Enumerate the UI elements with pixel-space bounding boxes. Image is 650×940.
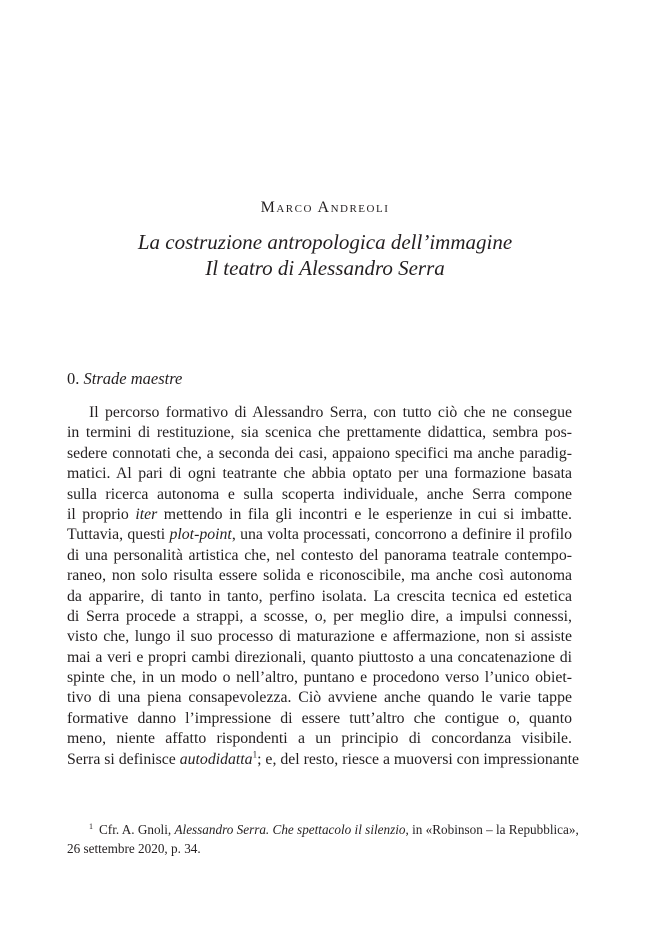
- body-line: matici. Al pari di ogni teatrante che abbia optato per una formazione basata: [67, 465, 572, 483]
- footnote-line: 26 settembre 2020, p. 34.: [67, 841, 201, 856]
- footnote-line: [67, 820, 579, 839]
- body-line: sulla ricerca autonoma e sulla scoperta individuale, anche Serra compone: [67, 485, 572, 503]
- text-run: mettendo in fila gli incontri e le esperienze in cui si imbatte.: [157, 505, 572, 523]
- text-run: , in «Robinson – la Repubblica»,: [405, 822, 579, 837]
- body-line: formative danno l’impressione di essere tutt’altro che contigue o, quanto: [67, 709, 572, 727]
- chapter-title-line: La costruzione antropologica dell’immagine: [137, 230, 513, 254]
- body-line: visto che, lungo il suo processo di maturazione e affermazione, non si assiste: [67, 628, 572, 646]
- body-line: [67, 505, 572, 525]
- body-line: spinte che, in un modo o nell’altro, puntano e procedono verso l’unico obiet-: [67, 669, 572, 687]
- footnote: [67, 820, 579, 858]
- body-line: di Serra procede a strappi, a scosse, o, per meglio dire, a impulsi connessi,: [67, 607, 572, 625]
- body-line: in termini di restituzione, sia scenica che prettamente didattica, sembra pos-: [67, 424, 572, 442]
- section-title: Strade maestre: [83, 369, 183, 388]
- body-line: di una personalità artistica che, nel contesto del panorama teatrale contempo-: [67, 546, 572, 564]
- chapter-title: [0, 229, 650, 281]
- body-line: da apparire, di tanto in tanto, perfino isolata. La crescita tecnica ed estetica: [67, 587, 572, 605]
- body-line: tivo di una piena consapevolezza. Ciò avviene anche quando le varie tappe: [67, 689, 572, 707]
- text-run: il proprio: [67, 505, 136, 523]
- footnote-marker[interactable]: 1: [252, 749, 258, 760]
- section-number: 0.: [67, 369, 80, 388]
- italic-term: autodidatta: [179, 750, 253, 768]
- text-run: Cfr. A. Gnoli,: [99, 822, 175, 837]
- chapter-subtitle-line: Il teatro di Alessandro Serra: [205, 256, 445, 280]
- body-line: mai a veri e propri cambi direzionali, quanto piuttosto a una concatenazione di: [67, 648, 572, 666]
- italic-term: plot-point: [169, 526, 232, 544]
- body-line: meno, niente affatto rispondenti a un principio di concordanza visibile.: [67, 730, 572, 748]
- body-line: raneo, non solo risulta essere solida e riconoscibile, ma anche così autonoma: [67, 567, 572, 585]
- text-run: Tuttavia, questi: [67, 526, 170, 544]
- body-line: Il percorso formativo di Alessandro Serra, con tutto ciò che ne consegue: [89, 404, 572, 421]
- italic-citation: Alessandro Serra. Che spettacolo il silenzio: [174, 822, 406, 837]
- text-run: Serra si definisce: [67, 750, 180, 768]
- body-line: [67, 749, 580, 770]
- italic-term: iter: [135, 505, 158, 523]
- author-name: Marco Andreoli: [260, 199, 390, 216]
- footnote-number: 1: [89, 821, 93, 831]
- body-text: [67, 403, 580, 770]
- section-heading: [67, 369, 182, 389]
- text-run: ; e, del resto, riesce a muoversi con impressionante: [257, 750, 580, 768]
- body-line: sedere connotati che, a seconda dei casi, appaiono specifici ma anche paradig-: [67, 444, 572, 462]
- text-run: , una volta processati, concorrono a definire il profilo: [231, 526, 572, 544]
- body-line: [67, 525, 572, 545]
